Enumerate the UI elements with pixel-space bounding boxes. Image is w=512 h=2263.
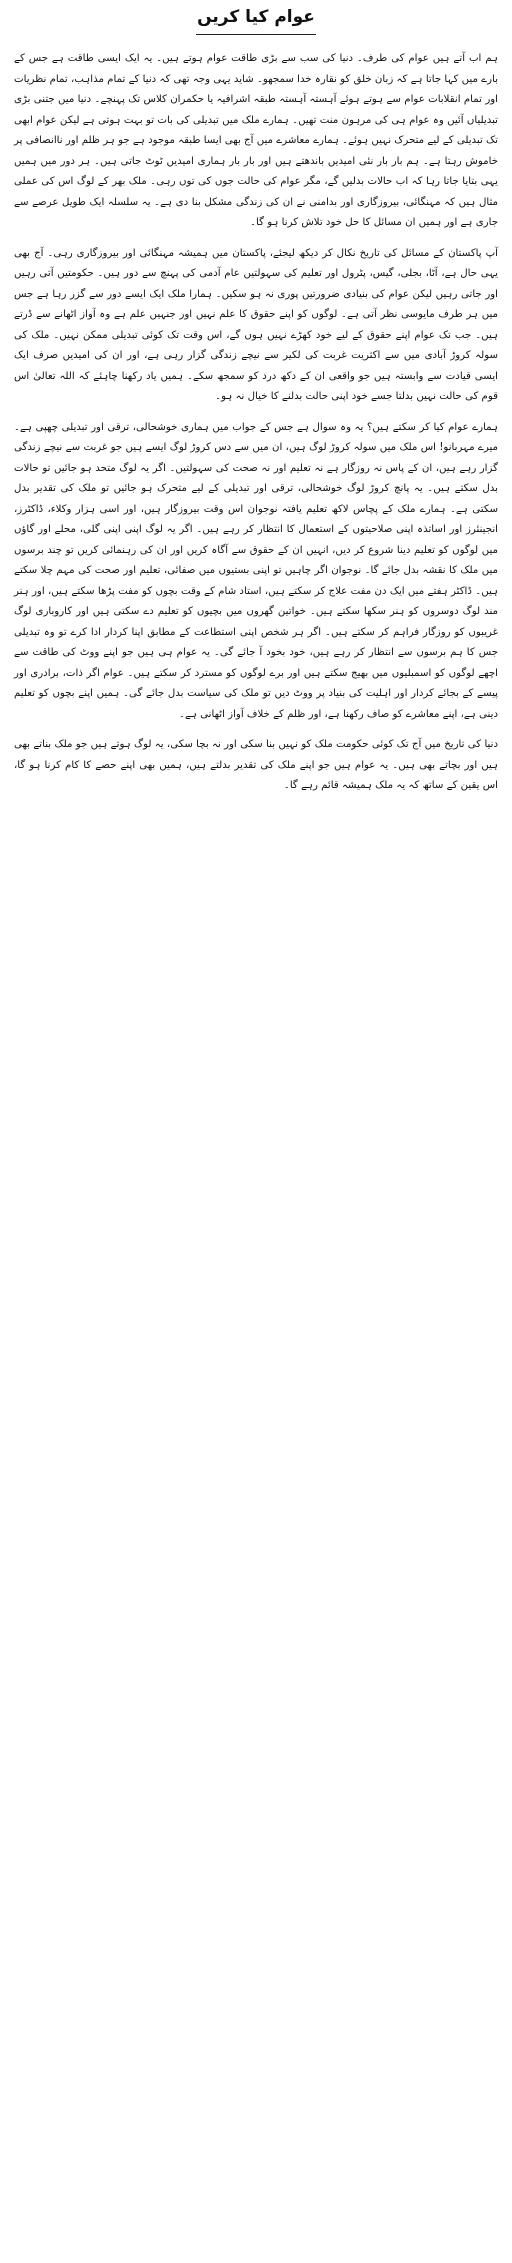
article-paragraph-3: ہمارے عوام کیا کر سکتے ہیں؟ یہ وہ سوال ہے جس کے جواب میں ہماری خوشحالی، ترقی اور تبدیلی چھپی ہے۔ میرے مہربانو! اس ملک میں سولہ کروڑ لوگ ہیں، ان میں سے دس کروڑ لوگ ایسے ہیں جو غربت سے نیچے زندگی گزار رہے ہیں، ان کے پاس نہ روزگار ہے نہ تعلیم اور نہ صحت کی سہولتیں۔ اگر یہ لوگ متحد ہو جائیں تو حالات بدل سکتے ہیں۔ یہ پانچ کروڑ لوگ خوشحالی، ترقی اور تبدیلی کے لیے متحرک ہو جائیں تو ملک کی تقدیر بدل سکتی ہے۔ ہمارے ملک کے پچاس لاکھ تعلیم یافتہ نوجوان اس وقت بیروزگار ہیں، اور اسی ہزار وکلاء، ڈاکٹرز، انجینئرز اور اساتذہ اپنی صلاحیتوں کے استعمال کا انتظار کر رہے ہیں۔ اگر یہ لوگ اپنی اپنی گلی، محلے اور گاؤں میں لوگوں کو تعلیم دینا شروع کر دیں، انہیں ان کے حقوق سے آگاہ کریں اور ان کی رہنمائی کریں تو چند برسوں میں ملک کا نقشہ بدل جائے گا۔ نوجوان اگر چاہیں تو اپنی بستیوں میں صفائی، تعلیم اور صحت کی مہم چلا سکتے ہیں۔ ڈاکٹر ہفتے میں ایک دن مفت علاج کر سکتے ہیں، استاد شام کے وقت بچوں کو مفت پڑھا سکتے ہیں، اور ہنر مند لوگ دوسروں کو ہنر سکھا سکتے ہیں۔ خواتین گھروں میں بچیوں کو تعلیم دے سکتی ہیں اور کاروباری لوگ غریبوں کو روزگار فراہم کر سکتے ہیں۔ اگر ہر شخص اپنی استطاعت کے مطابق اپنا کردار ادا کرے تو وہ تبدیلی جس کا ہم برسوں سے انتظار کر رہے ہیں، خود بخود آ جائے گی۔ یہ عوام ہی ہیں جو اپنے ووٹ کی طاقت سے اچھے لوگوں کو اسمبلیوں میں بھیج سکتے ہیں اور برے لوگوں کو مسترد کر سکتے ہیں۔ عوام اگر ذات، برادری اور پیسے کے بجائے کردار اور اہلیت کی بنیاد پر ووٹ دیں تو ملک کی سیاست بدل جائے گی۔ ہمیں اپنے بچوں کو تعلیم دینی ہے، اپنے معاشرے کو صاف رکھنا ہے، اور ظلم کے خلاف آواز اٹھانی ہے۔ <box>14 421 498 720</box>
title-underline <box>196 34 316 35</box>
article-paragraph-2: آپ پاکستان کے مسائل کی تاریخ نکال کر دیکھ لیجئے، پاکستان میں ہمیشہ مہنگائی اور بیروزگاری رہی۔ آج بھی یہی حال ہے، آٹا، بجلی، گیس، پٹرول اور تعلیم کی سہولتیں عام آدمی کی پہنچ سے دور ہیں۔ حکومتیں آتی رہیں اور جاتی رہیں لیکن عوام کی بنیادی ضرورتیں پوری نہ ہو سکیں۔ ہمارا ملک ایک ایسے دور سے گزر رہا ہے جس میں ہر طرف مایوسی نظر آتی ہے۔ لوگوں کو اپنے حقوق کا علم نہیں اور جنہیں علم ہے وہ آواز اٹھانے سے ڈرتے ہیں۔ جب تک عوام اپنے حقوق کے لیے خود کھڑے نہیں ہوں گے، اس وقت تک کوئی تبدیلی ممکن نہیں۔ ملک کی سولہ کروڑ آبادی میں سے اکثریت غربت کی لکیر سے نیچے زندگی گزار رہی ہے، اور ان کی امیدیں صرف ایک ایسی قیادت سے وابستہ ہیں جو واقعی ان کے دکھ درد کو سمجھ سکے۔ ہمیں یاد رکھنا چاہئے کہ اللہ تعالیٰ اس قوم کی حالت نہیں بدلتا جسے خود اپنی حالت بدلنے کا خیال نہ ہو۔ <box>14 247 498 402</box>
article-paragraph-1: ہم اب آتے ہیں عوام کی طرف۔ دنیا کی سب سے بڑی طاقت عوام ہوتے ہیں۔ یہ ایک ایسی طاقت ہے جس کے بارے میں کہا جاتا ہے کہ زبان خلق کو نقارہ خدا سمجھو۔ شاید یہی وجہ تھی کہ دنیا کے تمام مذاہب، تمام نظریات اور تمام انقلابات عوام سے ہوتے ہوئے آہستہ آہستہ طبقہ اشرافیہ یا حکمران کلاس تک پہنچے۔ دنیا میں جتنی بڑی تبدیلیاں آئیں وہ عوام ہی کی مرہون منت تھیں۔ ہمارے ملک میں تبدیلی کی بات تو بہت ہوتی ہے لیکن عوام ابھی تک تبدیلی کے لیے متحرک نہیں ہوئے۔ ہمارے معاشرے میں آج بھی ایسا طبقہ موجود ہے جو ہر ظلم اور ناانصافی پر خاموش رہتا ہے۔ ہم بار بار نئی امیدیں باندھتے ہیں اور بار بار ہماری امیدیں ٹوٹ جاتی ہیں۔ ہر دور میں ہمیں یہی بتایا جاتا رہا کہ اب حالات بدلیں گے، مگر عوام کی حالت جوں کی توں رہی۔ ملک بھر کے لوگ اس کی عملی مثال ہیں کہ مہنگائی، بیروزگاری اور بدامنی نے ان کی زندگی مشکل بنا دی ہے۔ یہ سلسلہ ایک طویل عرصے سے جاری ہے اور ہمیں ان مسائل کا حل خود تلاش کرنا ہو گا۔ <box>14 53 498 228</box>
article-title: عوام کیا کریں <box>197 7 315 27</box>
article-paragraph-4: دنیا کی تاریخ میں آج تک کوئی حکومت ملک کو نہیں بنا سکی اور نہ بچا سکی، یہ لوگ ہوتے ہیں جو ملک بناتے بھی ہیں اور بچاتے بھی ہیں۔ یہ عوام ہیں جو اپنے ملک کی تقدیر بدلتے ہیں، ہمیں بھی اپنے حصے کا کام کرنا ہو گا، اس یقین کے ساتھ کہ یہ ملک ہمیشہ قائم رہے گا۔ <box>14 739 498 791</box>
